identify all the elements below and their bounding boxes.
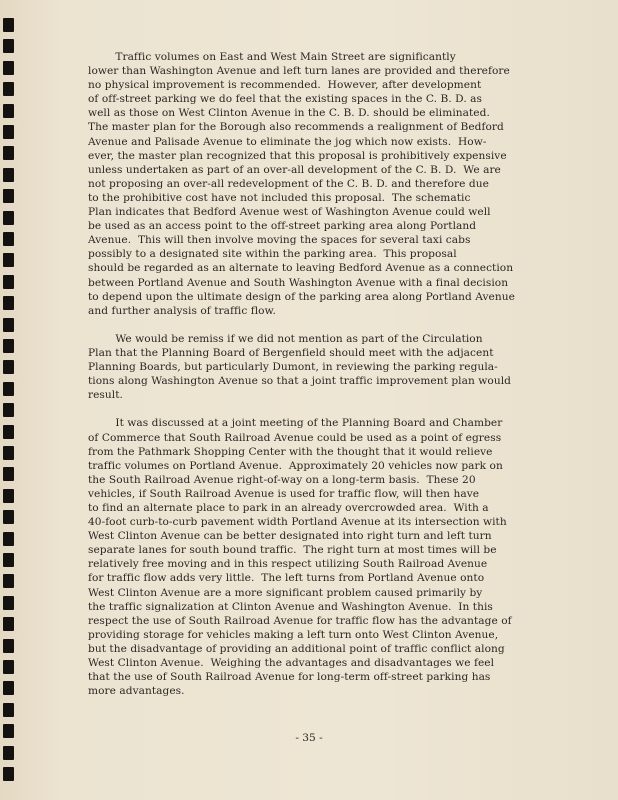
text-line: the South Railroad Avenue right-of-way on a long-term basis. These 20: [88, 473, 476, 486]
binding-hole: [3, 467, 14, 481]
binding-hole: [3, 232, 14, 246]
text-line: be used as an access point to the off-street parking area along Portland: [88, 220, 477, 233]
binding-hole: [3, 39, 14, 53]
text-line: Avenue. This will then involve moving the spaces for several taxi cabs: [88, 234, 471, 247]
text-line: of Commerce that South Railroad Avenue could be used as a point of egress: [88, 431, 502, 444]
page-number: - 35 -: [295, 732, 323, 744]
text-line: but the disadvantage of providing an additional point of traffic conflict along: [88, 642, 505, 655]
binding-hole: [3, 596, 14, 610]
body-text: [88, 50, 568, 712]
text-line: unless undertaken as part of an over-all development of the C. B. D. We are: [88, 163, 501, 176]
text-line: Planning Boards, but particularly Dumont, in reviewing the parking regula-: [88, 361, 498, 374]
text-line: West Clinton Avenue are a more significant problem caused primarily by: [88, 586, 483, 599]
binding-hole: [3, 425, 14, 439]
binding-hole: [3, 746, 14, 760]
text-line: We would be remiss if we did not mention as part of the Circulation: [88, 332, 483, 345]
text-line: providing storage for vehicles making a left turn onto West Clinton Avenue,: [88, 628, 499, 641]
text-line: traffic volumes on Portland Avenue. Approximately 20 vehicles now park on: [88, 459, 503, 472]
text-line: tions along Washington Avenue so that a joint traffic improvement plan would: [88, 375, 511, 388]
binding-hole: [3, 168, 14, 182]
text-line: Plan indicates that Bedford Avenue west of Washington Avenue could well: [88, 206, 491, 219]
binding-hole: [3, 403, 14, 417]
paragraph-1: [88, 50, 568, 318]
binding-hole: [3, 189, 14, 203]
binding-hole: [3, 253, 14, 267]
text-line: of off-street parking we do feel that the existing spaces in the C. B. D. as: [88, 93, 483, 106]
text-line: that the use of South Railroad Avenue for long-term off-street parking has: [88, 671, 491, 684]
text-line: should be regarded as an alternate to leaving Bedford Avenue as a connection: [88, 262, 514, 275]
binding-hole: [3, 275, 14, 289]
text-line: well as those on West Clinton Avenue in the C. B. D. should be eliminated.: [88, 107, 490, 120]
binding-hole: [3, 532, 14, 546]
text-line: not proposing an over-all redevelopment of the C. B. D. and therefore due: [88, 177, 489, 190]
binding-hole: [3, 639, 14, 653]
text-line: ever, the master plan recognized that this proposal is prohibitively expensive: [88, 149, 507, 162]
binding-hole: [3, 18, 14, 32]
binding-hole: [3, 125, 14, 139]
text-line: to depend upon the ultimate design of the parking area along Portland Avenue: [88, 290, 515, 303]
text-line: 40-foot curb-to-curb pavement width Portland Avenue at its intersection with: [88, 516, 507, 529]
text-line: to find an alternate place to park in an already overcrowded area. With a: [88, 502, 489, 514]
binding-hole: [3, 553, 14, 567]
binding-hole: [3, 104, 14, 118]
binding-hole: [3, 318, 14, 332]
text-line: and further analysis of traffic flow.: [88, 304, 276, 317]
text-line: The master plan for the Borough also recommends a realignment of Bedford: [88, 121, 504, 134]
text-line: between Portland Avenue and South Washington Avenue with a final decision: [88, 276, 509, 289]
text-line: Traffic volumes on East and West Main Street are significantly: [88, 51, 456, 63]
binding-hole: [3, 510, 14, 524]
binding-hole: [3, 617, 14, 631]
text-line: from the Pathmark Shopping Center with the thought that it would relieve: [88, 445, 493, 458]
text-line: Plan that the Planning Board of Bergenfield should meet with the adjacent: [88, 346, 494, 359]
binding-hole: [3, 382, 14, 396]
binding-hole: [3, 446, 14, 460]
binding-hole: [3, 211, 14, 225]
text-line: respect the use of South Railroad Avenue for traffic flow has the advantage of: [88, 614, 512, 627]
text-line: possibly to a designated site within the parking area. This proposal: [88, 248, 457, 261]
text-line: no physical improvement is recommended. However, after development: [88, 79, 482, 92]
text-line: result.: [88, 389, 123, 402]
text-line: It was discussed at a joint meeting of the Planning Board and Chamber: [88, 417, 503, 430]
text-line: Avenue and Palisade Avenue to eliminate the jog which now exists. How-: [88, 135, 487, 148]
text-line: West Clinton Avenue can be better designated into right turn and left turn: [88, 530, 492, 543]
text-line: for traffic flow adds very little. The left turns from Portland Avenue onto: [88, 572, 485, 585]
paragraph-2: [88, 332, 568, 402]
text-line: separate lanes for south bound traffic. The right turn at most times will be: [88, 544, 497, 557]
text-line: the traffic signalization at Clinton Avenue and Washington Avenue. In this: [88, 600, 493, 613]
text-line: relatively free moving and in this respect utilizing South Railroad Avenue: [88, 558, 488, 571]
binding-hole: [3, 360, 14, 374]
paragraph-3: [88, 416, 568, 698]
binding-hole: [3, 146, 14, 160]
binding-hole: [3, 296, 14, 310]
text-line: lower than Washington Avenue and left turn lanes are provided and therefore: [88, 65, 510, 78]
binding-hole: [3, 574, 14, 588]
binding-hole: [3, 489, 14, 503]
binding-hole: [3, 61, 14, 75]
binding-hole: [3, 82, 14, 96]
binding-hole: [3, 339, 14, 353]
binding-hole: [3, 660, 14, 674]
text-line: West Clinton Avenue. Weighing the advantages and disadvantages we feel: [88, 657, 495, 670]
binding-hole: [3, 703, 14, 717]
text-line: vehicles, if South Railroad Avenue is used for traffic flow, will then have: [88, 487, 480, 500]
spiral-binding: [0, 18, 18, 788]
binding-hole: [3, 767, 14, 781]
text-line: more advantages.: [88, 685, 185, 698]
text-line: to the prohibitive cost have not included this proposal. The schematic: [88, 191, 471, 204]
binding-hole: [3, 681, 14, 695]
